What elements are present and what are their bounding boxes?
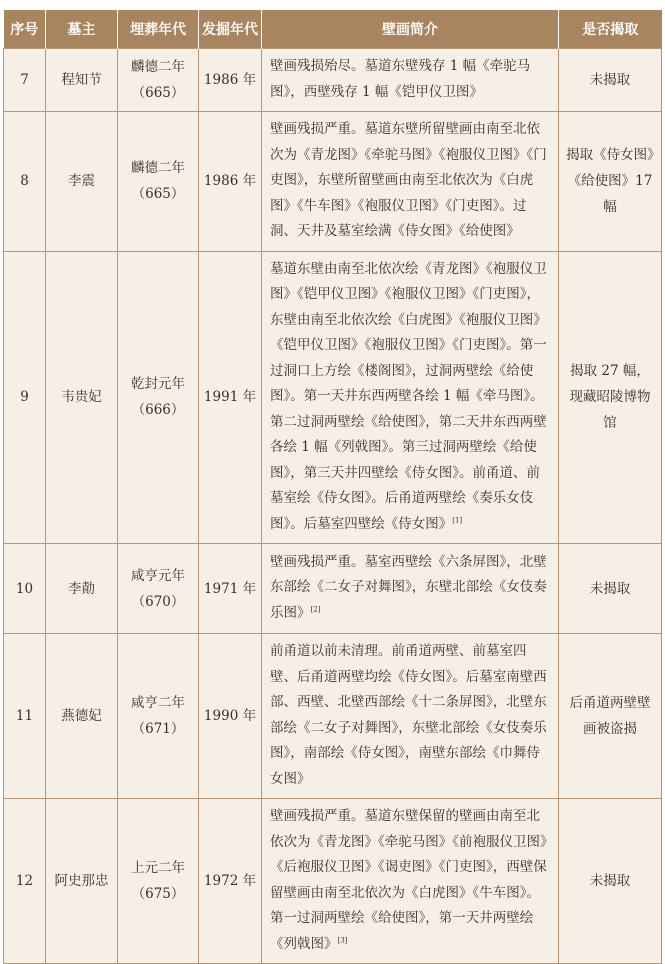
cell-excavated: 1990 年 xyxy=(199,634,262,799)
description-text: 壁画残损严重。墓室西壁绘《六条屏图》，北壁东部绘《二女子对舞图》，东壁北部绘《女伎奏乐图》 xyxy=(270,553,547,621)
table-row xyxy=(4,251,662,544)
cell-description xyxy=(262,112,559,252)
header-excavation-date: 发掘年代 xyxy=(199,10,262,49)
cell-num: 9 xyxy=(4,251,46,544)
description-text: 壁画残损严重。墓道东壁保留的壁画由南至北依次为《青龙图》《牵驼马图》《前袍服仪卫图》《后袍服仪卫图》《谒吏图》《门吏图》，西壁保留壁画由南至北依次为《白虎图》《牛车图》。第一过洞两壁绘《给使图》，第一天井两壁绘《列戟图》 xyxy=(270,808,547,952)
cell-excavated: 1971 年 xyxy=(199,544,262,634)
description-text: 墓道东壁由南至北依次绘《青龙图》《袍服仪卫图》《铠甲仪卫图》《袍服仪卫图》《门吏图》，东壁由南至北依次绘《白虎图》《袍服仪卫图》《铠甲仪卫图》《袍服仪卫图》《门吏图》。第一过洞口上方绘《楼阁图》，过洞两壁绘《给使图》。第一天井东西两壁各绘 1 幅《牵马图》。第二过洞两壁绘《给使图》，第二天井东西两壁各绘 1 幅《列戟图》。第三过洞两壁绘《给使图》，第三天井四壁绘《侍女图》。前甬道、前墓室绘《侍女图》。后甬道两壁绘《奏乐女伎图》。后墓室四壁绘《侍女图》 xyxy=(270,260,547,532)
cell-excavated: 1991 年 xyxy=(199,251,262,544)
cell-status: 揭取《侍女图》《给使图》17 幅 xyxy=(559,112,662,252)
burial-ad: （675） xyxy=(131,886,185,902)
cell-owner: 阿史那忠 xyxy=(46,799,118,964)
cell-owner: 程知节 xyxy=(46,49,118,112)
cell-description xyxy=(262,251,559,544)
cell-burial xyxy=(118,634,199,799)
table-row xyxy=(4,112,662,252)
cell-status: 揭取 27 幅，现藏昭陵博物馆 xyxy=(559,251,662,544)
header-owner: 墓主 xyxy=(46,10,118,49)
footnote-mark: [3] xyxy=(337,936,348,944)
burial-ad: （665） xyxy=(131,186,185,203)
description-text: 前甬道以前未清理。前甬道两壁、前墓室四壁、后甬道两壁均绘《侍女图》。后墓室南壁西部、西壁、北壁西部绘《十二条屏图》，北壁东部绘《二女子对舞图》，东壁北部绘《女伎奏乐图》，南部绘《侍女图》，南壁东部绘《巾舞侍女图》 xyxy=(270,643,547,787)
cell-burial xyxy=(118,251,199,544)
cell-description xyxy=(262,799,559,964)
header-description: 壁画简介 xyxy=(262,10,559,49)
cell-num: 12 xyxy=(4,799,46,964)
cell-status: 未揭取 xyxy=(559,799,662,964)
burial-era: 麟德二年 xyxy=(131,160,185,177)
cell-description xyxy=(262,544,559,634)
table-row xyxy=(4,799,662,964)
cell-owner: 李勣 xyxy=(46,544,118,634)
cell-status: 后甬道两壁壁画被盗揭 xyxy=(559,634,662,799)
footnote-mark: [2] xyxy=(310,605,321,614)
burial-era: 咸亨二年 xyxy=(131,695,185,711)
cell-description xyxy=(262,634,559,799)
mural-table xyxy=(3,10,662,964)
cell-excavated: 1986 年 xyxy=(199,49,262,112)
cell-owner: 韦贵妃 xyxy=(46,251,118,544)
cell-num: 8 xyxy=(4,112,46,252)
cell-burial xyxy=(118,799,199,964)
header-num: 序号 xyxy=(4,10,46,49)
burial-era: 上元二年 xyxy=(131,860,185,876)
header-burial-date: 埋葬年代 xyxy=(118,10,199,49)
header-row xyxy=(4,10,662,49)
cell-owner: 燕德妃 xyxy=(46,634,118,799)
table-row xyxy=(4,49,662,112)
description-text: 壁画残损殆尽。墓道东壁残存 1 幅《牵驼马图》，西壁残存 1 幅《铠甲仪卫图》 xyxy=(270,58,531,100)
cell-owner: 李震 xyxy=(46,112,118,252)
burial-ad: （671） xyxy=(131,721,185,737)
cell-status: 未揭取 xyxy=(559,544,662,634)
footnote-mark: [1] xyxy=(452,516,463,524)
burial-era: 乾封元年 xyxy=(131,376,185,393)
table-row xyxy=(4,544,662,634)
burial-era: 麟德二年 xyxy=(131,59,185,75)
cell-excavated: 1972 年 xyxy=(199,799,262,964)
cell-num: 10 xyxy=(4,544,46,634)
description-text: 壁画残损严重。墓道东壁所留壁画由南至北依次为《青龙图》《牵驼马图》《袍服仪卫图》《门吏图》，东壁所留壁画由南至北依次为《白虎图》《牛车图》《袍服仪卫图》《门吏图》。过洞、天井及墓室绘满《侍女图》《给使图》 xyxy=(270,121,547,239)
table-row xyxy=(4,634,662,799)
burial-era: 咸亨元年 xyxy=(131,567,185,584)
burial-ad: （670） xyxy=(131,593,185,610)
cell-burial xyxy=(118,112,199,252)
header-status: 是否揭取 xyxy=(559,10,662,49)
cell-description xyxy=(262,49,559,112)
cell-burial xyxy=(118,49,199,112)
cell-status: 未揭取 xyxy=(559,49,662,112)
cell-burial xyxy=(118,544,199,634)
burial-ad: （666） xyxy=(131,402,185,419)
cell-num: 7 xyxy=(4,49,46,112)
cell-excavated: 1986 年 xyxy=(199,112,262,252)
burial-ad: （665） xyxy=(131,85,185,101)
cell-num: 11 xyxy=(4,634,46,799)
